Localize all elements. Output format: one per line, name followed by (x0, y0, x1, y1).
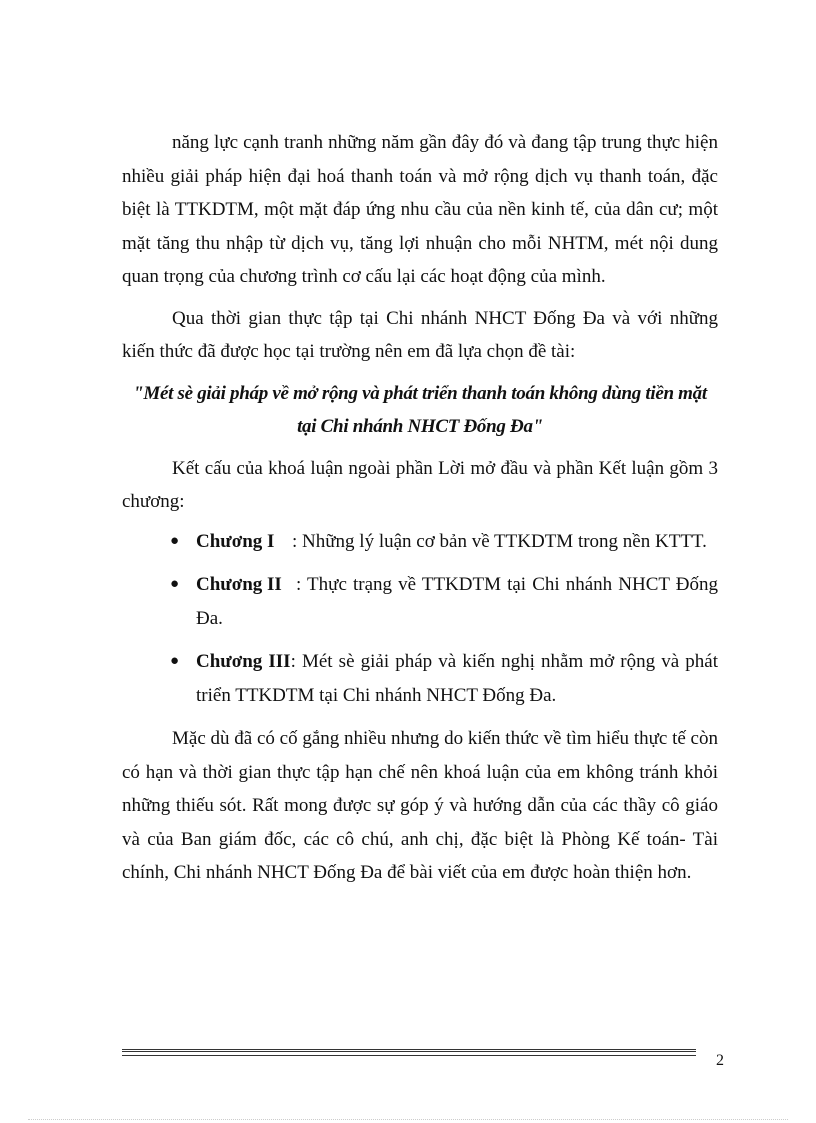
bullet-icon: ● (170, 532, 180, 549)
paragraph-intro-continued: năng lực cạnh tranh những năm gần đây đó và đang tập trung thực hiện nhiều giải pháp hiện đại hoá thanh toán và mở rộng dịch vụ thanh toán, đặc biệt là TTKDTM, một mặt đáp ứng nhu cầu của nền kinh tế, của dân cư; một mặt tăng thu nhập từ dịch vụ, tăng lợi nhuận cho mỗi NHTM, mét nội dung quan trọng của chương trình cơ cấu lại các hoạt động của mình. (122, 132, 718, 287)
paragraph-acknowledgement: Mặc dù đã có cố gắng nhiều nhưng do kiến thức về tìm hiểu thực tế còn có hạn và thời gian thực tập hạn chế nên khoá luận của em không tránh khỏi những thiếu sót. Rất mong được sự góp ý và hướng dẫn của các thầy cô giáo và của Ban giám đốc, các cô chú, anh chị, đặc biệt là Phòng Kế toán- Tài chính, Chi nhánh NHCT Đống Đa để bài viết của em được hoàn thiện hơn. (122, 728, 718, 883)
chapter-description: : Thực trạng về TTKDTM tại Chi nhánh NHCT Đống Đa. (196, 574, 718, 629)
chapter-list (122, 525, 718, 713)
thesis-title: "Mét sè giải pháp về mở rộng và phát triển thanh toán không dùng tiền mặt tại Chi nhánh NHCT Đống Đa" (133, 382, 707, 437)
chapter-label: Chương I (196, 530, 275, 552)
list-item (122, 525, 718, 559)
bullet-icon: ● (170, 653, 180, 669)
footer-divider (122, 1049, 696, 1056)
chapter-label: Chương II (196, 574, 282, 595)
chapter-label: Chương III (196, 651, 291, 672)
paragraph-topic-choice: Qua thời gian thực tập tại Chi nhánh NHCT Đống Đa và với những kiến thức đã được học tại trường nên em đã lựa chọn đề tài: (122, 307, 718, 362)
paragraph-structure: Kết cấu của khoá luận ngoài phần Lời mở đầu và phần Kết luận gồm 3 chương: (122, 457, 718, 512)
chapter-description: : Những lý luận cơ bản về TTKDTM trong nền KTTT. (292, 530, 707, 552)
page-bottom-edge (28, 1119, 788, 1120)
list-item (122, 645, 718, 712)
list-item (122, 568, 718, 635)
document-body (122, 126, 718, 890)
page-number: 2 (716, 1052, 724, 1069)
bullet-icon: ● (170, 576, 180, 592)
chapter-description: : Mét sè giải pháp và kiến nghị nhằm mở rộng và phát triển TTKDTM tại Chi nhánh NHCT Đống Đa. (196, 651, 718, 706)
